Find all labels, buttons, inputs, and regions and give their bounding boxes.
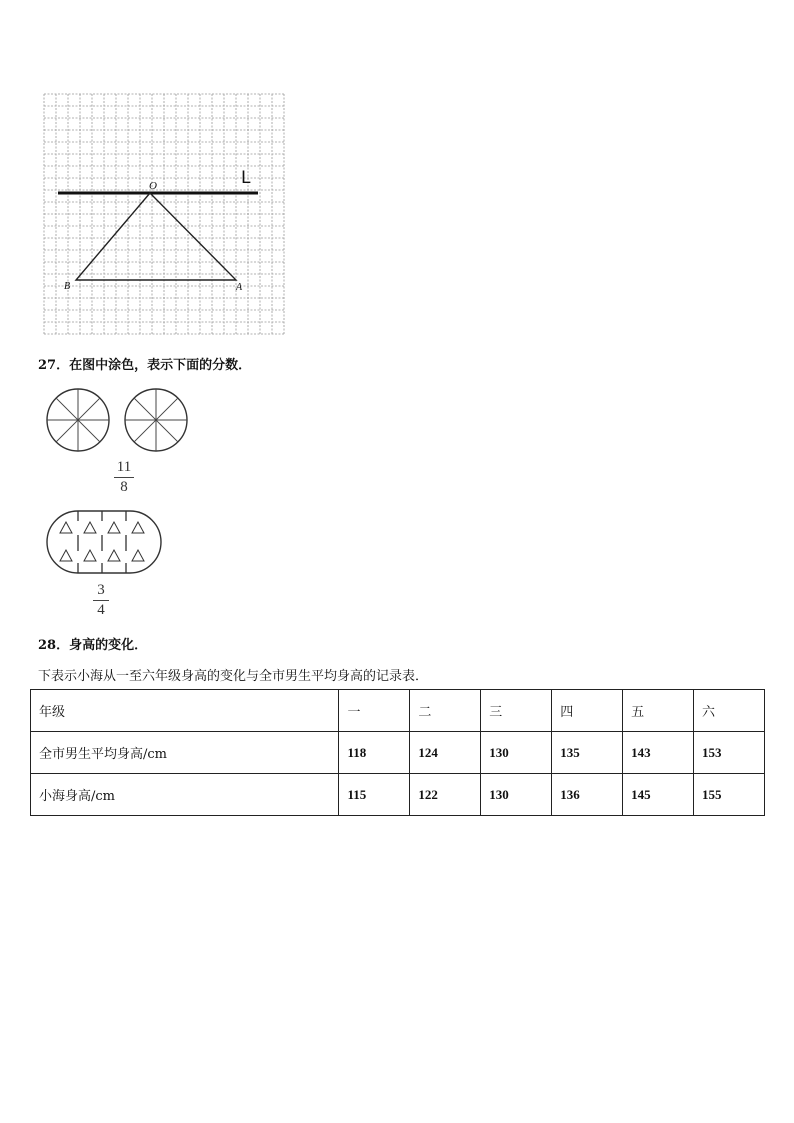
table-cell: 153 — [694, 732, 765, 774]
label-o: O — [149, 180, 157, 192]
grid-triangle-figure — [38, 88, 294, 336]
fraction-eleven-eighths — [114, 459, 134, 496]
table-cell: 130 — [481, 774, 552, 816]
table-row — [31, 732, 765, 774]
q28-title: 28．身高的变化． — [38, 638, 148, 653]
table-cell: 115 — [339, 774, 410, 816]
table-cell: 118 — [339, 732, 410, 774]
table-cell: 全市男生平均身高/cm — [31, 732, 339, 774]
table-cell: 136 — [552, 774, 623, 816]
fraction-numerator: 3 — [97, 582, 105, 598]
table-cell: 年级 — [31, 690, 339, 732]
circle-eighths-2 — [122, 386, 190, 454]
table-cell: 三 — [481, 690, 552, 732]
label-b: B — [64, 281, 71, 292]
table-cell: 143 — [623, 732, 694, 774]
q27-title: 27．在图中涂色，表示下面的分数． — [38, 358, 252, 373]
fraction-numerator: 11 — [116, 459, 132, 475]
height-table — [30, 689, 765, 816]
table-row — [31, 774, 765, 816]
table-cell: 小海身高/cm — [31, 774, 339, 816]
q28-intro: 下表示小海从一至六年级身高的变化与全市男生平均身高的记录表． — [38, 669, 429, 684]
capsule-triangles-shape — [44, 508, 164, 576]
table-cell: 155 — [694, 774, 765, 816]
fraction-denominator: 4 — [97, 602, 105, 618]
table-cell: 四 — [552, 690, 623, 732]
table-cell: 122 — [410, 774, 481, 816]
label-l: L — [241, 168, 251, 188]
table-header-row — [31, 690, 765, 732]
table-cell: 六 — [694, 690, 765, 732]
label-a: A — [236, 282, 243, 293]
fraction-bar — [114, 477, 134, 478]
table-cell: 145 — [623, 774, 694, 816]
table-cell: 135 — [552, 732, 623, 774]
fraction-denominator: 8 — [120, 479, 128, 495]
fraction-three-quarters — [93, 582, 109, 619]
circle-eighths-1 — [44, 386, 112, 454]
table-cell: 130 — [481, 732, 552, 774]
table-cell: 一 — [339, 690, 410, 732]
table-cell: 124 — [410, 732, 481, 774]
table-cell: 五 — [623, 690, 694, 732]
table-cell: 二 — [410, 690, 481, 732]
fraction-bar — [93, 600, 109, 601]
